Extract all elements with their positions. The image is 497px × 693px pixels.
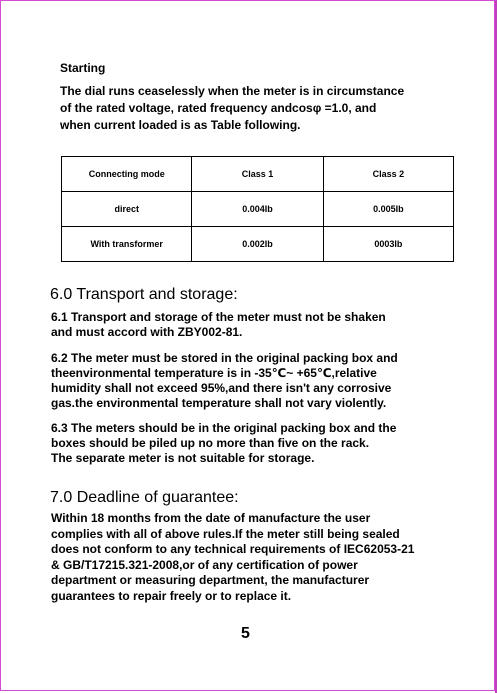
section-6-2-paragraph — [51, 351, 398, 411]
table-cell: With transformer — [62, 227, 192, 262]
paragraph-line: complies with all of above rules.If the meter still being sealed — [51, 526, 400, 541]
starting-paragraph — [60, 83, 404, 134]
table-cell: 0003Ib — [323, 227, 453, 262]
paragraph-line: 6.2 The meter must be stored in the original packing box and — [51, 351, 398, 365]
section-6-1-paragraph — [51, 310, 386, 340]
section-6-heading: 6.0 Transport and storage: — [50, 286, 238, 303]
starting-line: of the rated voltage, rated frequency andcosφ =1.0, and — [60, 101, 377, 115]
table-header-row — [62, 157, 454, 192]
paragraph-line: humidity shall not exceed 95%,and there isn't any corrosive — [51, 381, 392, 395]
starting-line: when current loaded is as Table following. — [60, 118, 301, 132]
paragraph-line: 6.3 The meters should be in the original packing box and the — [51, 421, 397, 435]
table-cell: Class 1 — [192, 157, 323, 192]
section-7-heading: 7.0 Deadline of guarantee: — [50, 489, 239, 506]
paragraph-line: The separate meter is not suitable for storage. — [51, 451, 315, 465]
starting-heading: Starting — [60, 61, 106, 75]
table-cell: 0.002Ib — [192, 227, 323, 262]
starting-current-table — [61, 156, 454, 262]
paragraph-line: gas.the environmental temperature shall not vary violently. — [51, 396, 387, 410]
starting-line: The dial runs ceaselessly when the meter is in circumstance — [60, 84, 405, 98]
table-cell: Class 2 — [323, 157, 453, 192]
table-cell: Connecting mode — [62, 157, 192, 192]
paragraph-line: & GB/T17215.321-2008,or of any certification of power — [51, 557, 358, 572]
paragraph-line: department or measuring department, the manufacturer — [51, 573, 370, 587]
paragraph-line: boxes should be piled up no more than five on the rack. — [51, 436, 370, 450]
paragraph-line: guarantees to repair freely or to replace it. — [51, 588, 292, 603]
page-number: 5 — [241, 625, 250, 642]
table-cell: direct — [62, 192, 192, 227]
paragraph-line: 6.1 Transport and storage of the meter must not be shaken — [51, 310, 386, 324]
table-row — [62, 227, 454, 262]
table-cell: 0.004Ib — [192, 192, 323, 227]
paragraph-line: theenvironmental temperature is in -35℃~ +65℃,relative — [51, 366, 377, 380]
section-6-3-paragraph — [51, 421, 396, 466]
table-row — [62, 192, 454, 227]
table-cell: 0.005Ib — [323, 192, 453, 227]
paragraph-line: Within 18 months from the date of manufacture the user — [51, 511, 371, 525]
paragraph-line: does not conform to any technical requirements of IEC62053-21 — [51, 542, 415, 556]
section-7-paragraph — [51, 511, 414, 604]
paragraph-line: and must accord with ZBY002-81. — [51, 325, 243, 339]
